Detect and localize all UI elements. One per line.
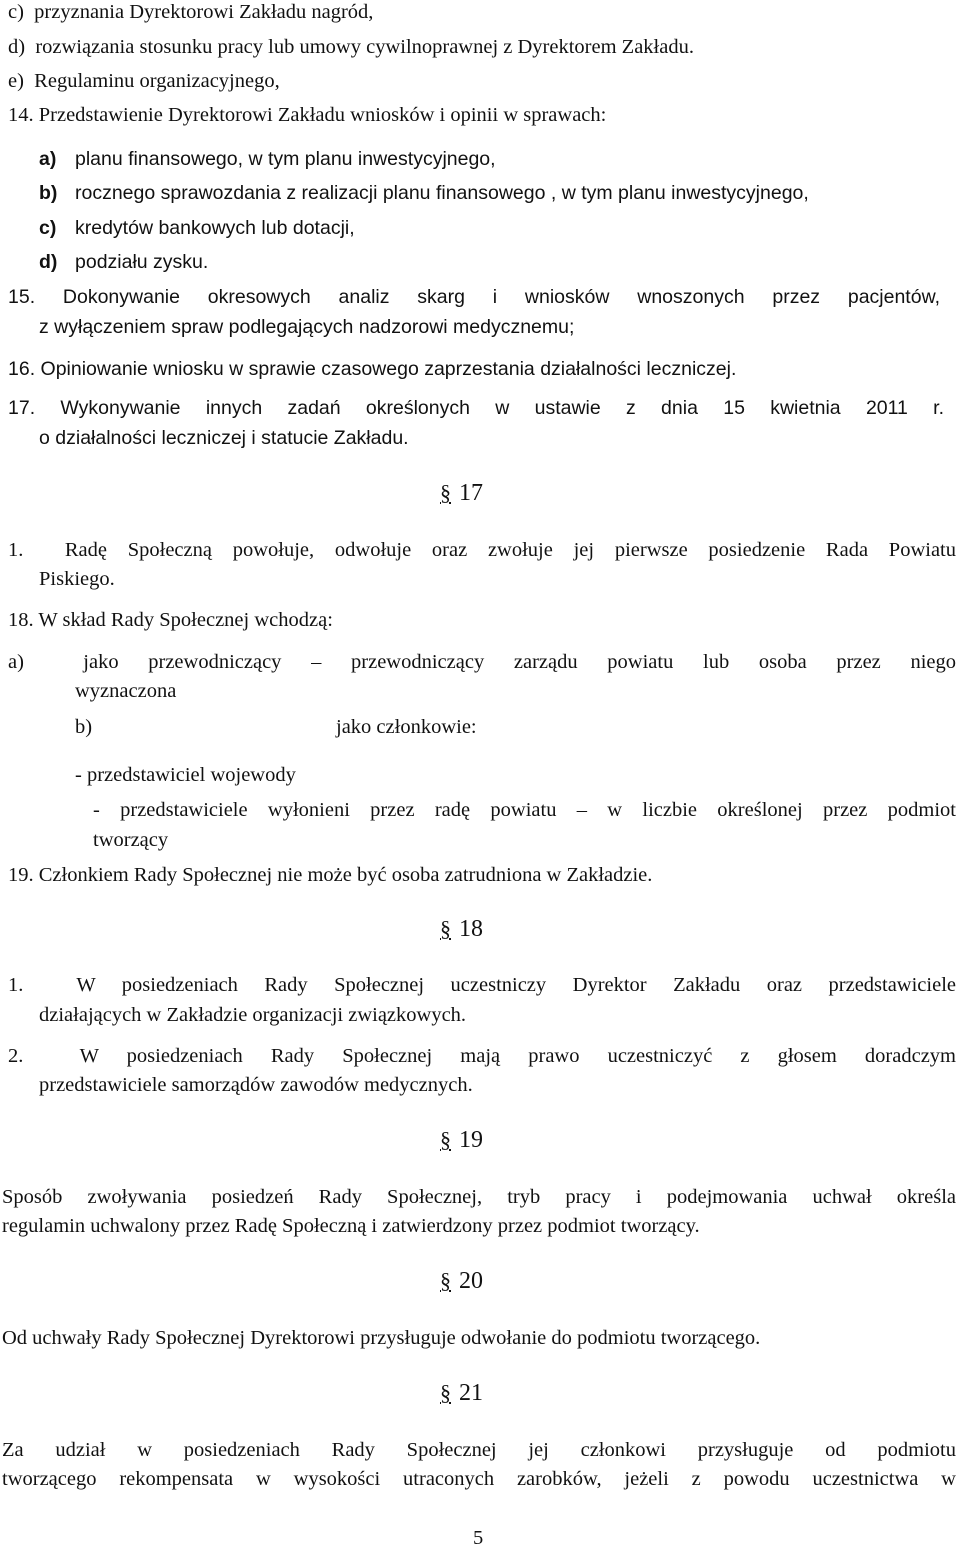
section-symbol: § — [440, 1268, 451, 1293]
paragraph: Za udział w posiedzeniach Rady Społecznej jej członkowi przysługuje od podmiotu — [2, 1439, 956, 1461]
list-item-continuation: wyznaczona — [75, 680, 177, 702]
paragraph-continuation: działających w Zakładzie organizacji związkowych. — [39, 1004, 467, 1026]
section-number: 19 — [459, 1127, 483, 1153]
paragraph-continuation: regulamin uchwalony przez Radę Społeczną i zatwierdzony przez podmiot tworzący. — [2, 1215, 700, 1237]
section-symbol: § — [440, 480, 451, 505]
section-symbol: § — [440, 1127, 451, 1152]
section-heading — [440, 1266, 540, 1296]
section-symbol: § — [440, 1380, 451, 1405]
list-item: 17. Wykonywanie innych zadań określonych w ustawie z dnia 15 kwietnia 2011 r. — [8, 397, 944, 419]
sub-item-text: planu finansowego, w tym planu inwestycyjnego, — [75, 148, 496, 170]
section-number: 21 — [459, 1380, 483, 1406]
sub-item-label: d) — [39, 251, 58, 273]
section-heading — [440, 1125, 540, 1155]
section-symbol: § — [440, 916, 451, 941]
section-heading — [440, 1378, 540, 1408]
paragraph-continuation: przedstawiciele samorządów zawodów medycznych. — [39, 1074, 473, 1096]
section-number: 18 — [459, 916, 483, 942]
sub-item-text: kredytów bankowych lub dotacji, — [75, 217, 355, 239]
paragraph: Sposób zwoływania posiedzeń Rady Społecznej, tryb pracy i podejmowania uchwał określa — [2, 1186, 956, 1208]
list-item-continuation: o działalności leczniczej i statucie Zakładu. — [39, 427, 409, 449]
section-number: 17 — [459, 480, 483, 506]
list-item: - przedstawiciel wojewody — [75, 764, 296, 786]
sub-item-label: a) — [39, 148, 57, 170]
list-item: - przedstawiciele wyłonieni przez radę powiatu – w liczbie określonej przez podmiot — [93, 799, 956, 821]
list-item: 18. W skład Rady Społecznej wchodzą: — [8, 609, 333, 631]
section-heading — [440, 478, 540, 508]
list-item: 19. Członkiem Rady Społecznej nie może być osoba zatrudniona w Zakładzie. — [8, 864, 653, 886]
section-heading — [440, 914, 540, 944]
list-item: 16. Opiniowanie wniosku w sprawie czasowego zaprzestania działalności leczniczej. — [8, 358, 737, 380]
list-item: 14. Przedstawienie Dyrektorowi Zakładu wniosków i opinii w sprawach: — [8, 104, 607, 126]
paragraph: 1. Radę Społeczną powołuje, odwołuje oraz zwołuje jej pierwsze posiedzenie Rada Powiatu — [8, 539, 956, 561]
paragraph: 2. W posiedzeniach Rady Społecznej mają prawo uczestniczyć z głosem doradczym — [8, 1045, 956, 1067]
paragraph-continuation: tworzącego rekompensata w wysokości utraconych zarobków, jeżeli z powodu uczestnictwa w — [2, 1468, 956, 1490]
paragraph-continuation: Piskiego. — [39, 568, 115, 590]
list-item-continuation: tworzący — [93, 829, 169, 851]
list-item: e) Regulaminu organizacyjnego, — [8, 70, 280, 92]
list-item: c) przyznania Dyrektorowi Zakładu nagród, — [8, 1, 374, 23]
list-item: d) rozwiązania stosunku pracy lub umowy cywilnoprawnej z Dyrektorem Zakładu. — [8, 36, 694, 58]
sub-item-label: b) — [75, 716, 93, 738]
sub-item-text: rocznego sprawozdania z realizacji planu finansowego , w tym planu inwestycyjnego, — [75, 182, 809, 204]
section-number: 20 — [459, 1268, 483, 1294]
sub-item-text: jako członkowie: — [336, 716, 477, 738]
list-item: a) jako przewodniczący – przewodniczący zarządu powiatu lub osoba przez niego — [8, 651, 956, 673]
sub-item-label: b) — [39, 182, 58, 204]
sub-item-label: c) — [39, 217, 57, 239]
sub-item-text: podziału zysku. — [75, 251, 209, 273]
list-item: 15. Dokonywanie okresowych analiz skarg i wniosków wnoszonych przez pacjentów, — [8, 286, 940, 308]
page-number: 5 — [473, 1527, 484, 1549]
list-item-continuation: z wyłączeniem spraw podlegających nadzorowi medycznemu; — [39, 316, 575, 338]
paragraph: 1. W posiedzeniach Rady Społecznej uczestniczy Dyrektor Zakładu oraz przedstawiciele — [8, 974, 956, 996]
paragraph: Od uchwały Rady Społecznej Dyrektorowi przysługuje odwołanie do podmiotu tworzącego. — [2, 1327, 761, 1349]
